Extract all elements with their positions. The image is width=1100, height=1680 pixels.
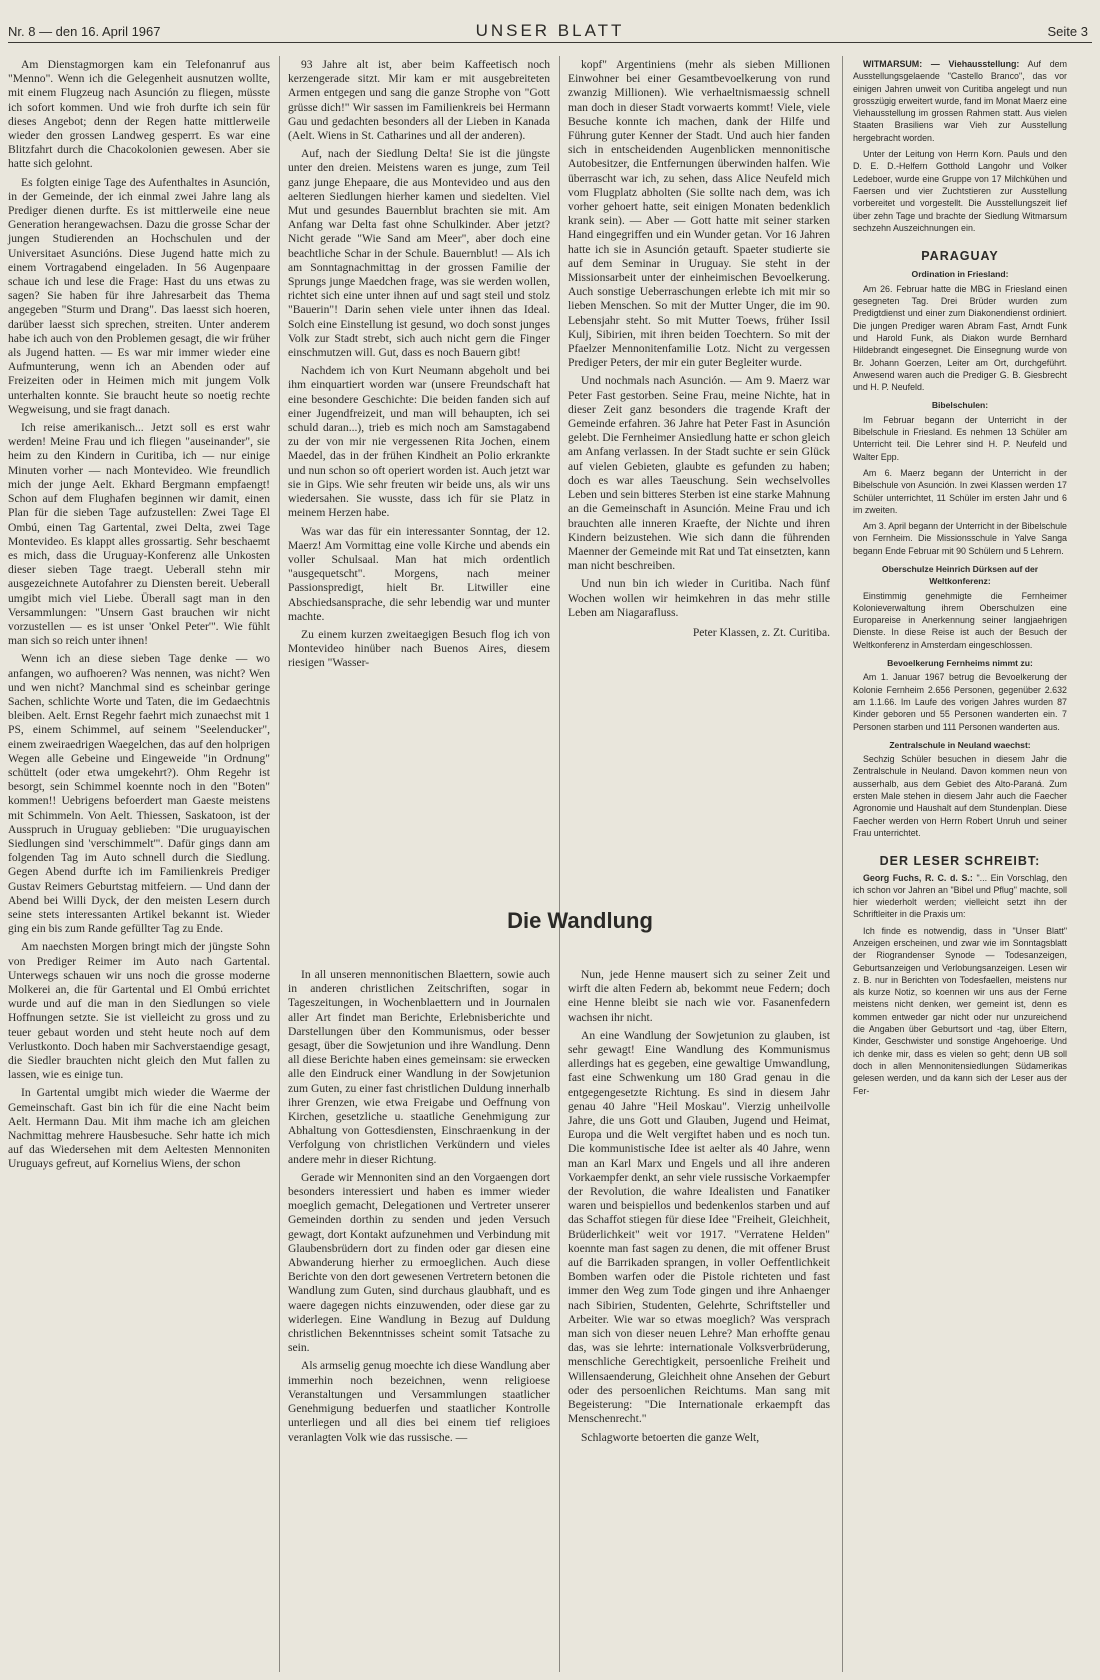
column-rule: [842, 56, 843, 1672]
paragraph: Als armselig genug moechte ich diese Wandlung aber immerhin noch bezeichnen, wenn religioese Veranstaltungen und Versammlungen staatlicher Genehmigung beduerfen und staatlicher Kontrolle unterliegen und all dies bei einem tief religioes veranlagten Volk wie das russische. —: [288, 1359, 551, 1444]
page-header: [8, 20, 1092, 43]
item-heading: Bibelschulen:: [931, 400, 989, 411]
column-rule: [559, 56, 560, 1672]
item-heading: Zentralschule in Neuland waechst:: [889, 739, 1031, 750]
column-rule: [279, 56, 280, 1672]
paragraph: Am 6. Maerz begann der Unterricht in der Bibelschule von Asunción. In zwei Klassen werden 17 Schüler unterrichtet, 11 Schüler im ersten Jahr und 6 im zweiten.: [853, 467, 1067, 515]
paragraph: In Gartental umgibt mich wieder die Waerme der Gemeinschaft. Gast bin ich für die eine Nacht beim Aelt. Hermann Dau. Mit ihm mache ich am gleichen Nachmittag mehrere Hausbesuche. Sehr hatte ich mich auf das Wiedersehen mit dem Aeltesten Mennoniten Uruguays gefreut, auf Kornelius Wiens, der schon: [8, 1086, 270, 1171]
masthead: UNSER BLATT: [475, 21, 625, 40]
item-heading: Ordination in Friesland:: [911, 269, 1009, 280]
section-title-paraguay: PARAGUAY: [921, 249, 999, 264]
paragraph: Im Februar begann der Unterricht in der Bibelschule in Friesland. Es nehmen 13 Schüler am Unterricht teil. Die Lehrer sind H. P. Neufeld und Walter Epp.: [853, 414, 1067, 462]
paragraph: Einstimmig genehmigte die Fernheimer Kolonieverwaltung ihrem Oberschulzen eine Europareise in Anerkennung seiner langjaehrigen Dienste. In diese Reise ist auch der Besuch der Weltkonferenz in Amsterdam eingeschlossen.: [853, 590, 1067, 650]
paragraph: Nachdem ich von Kurt Neumann abgeholt und bei ihm einquartiert worden war (unsere Freundschaft hat eine besondere Geschichte: Die beiden fanden sich auf einer Jugendfreizeit, und man will behaupten, ich sei schuld daran...), trieb es mich noch am Samstagabend zu der von mir nie vergessenen Rita Jochen, einem Maedel, das in der frühen Kindheit an Polio erkrankte und nun schon so oft operiert worden ist. Auch jetzt war sie in Gips. Wie sehr freuten wir beide uns, als wir uns wiedersahen. Sie wusste, dass ich für sie Platz in meinem Herzen habe.: [288, 364, 550, 520]
paragraph: Am 3. April begann der Unterricht in der Bibelschule von Fernheim. Die Missionsschule in Yalve Sanga begann Ende Februar mit 90 Schülern und 5 Lehrern.: [853, 521, 1067, 556]
paragraph: Ich reise amerikanisch... Jetzt soll es erst wahr werden! Meine Frau und ich fliegen "auseinander", sie heim zu den Kindern in Curitiba, ich — nur einige Minuten vorher — nach Montevideo. Wie freundlich mich der junge Aelt. Ekhard Bergmann empfaengt! Schon auf dem Flughafen beginnen wir damit, einen Plan für die sieben Tage aufzustellen: Zwei Tage El Ombú, einen Tag Gartental, zwei Delta, zwei Tage Montevideo. Es klappt alles grossartig. Sehr beschaemt es mich, dass die Uruguay-Konferenz alle Unkosten dieser sieben Tage traegt. Ueberall stehn mir ausgezeichnete Autofahrer zu Diensten bereit. Ueberall umgibt mich viel Liebe. Überall sagt man in den Versammlungen: "Unsern Gast brauchen wir nicht vorzustellen — es ist unser 'Onkel Peter'". Wie fühlt man sich so reich unter ihnen!: [8, 421, 270, 648]
item-heading: Georg Fuchs, R. C. d. S.:: [863, 872, 973, 883]
wandlung-column-2: [568, 968, 830, 1449]
paragraph: Wenn ich an diese sieben Tage denke — wo anfangen, wo aufhoeren? Was nennen, was nicht? Wen und wen nicht? Manchmal sind es scheinbar geringe Sachen, schlichte Worte und Taten, die im Gedaechtnis bleiben. Aelt. Ernst Regehr faehrt mich zunaechst mit 1 PS, einem Schimmel, auf seinem "Seelenducker", einem zweiraedrigen Waegelchen, das auf den holprigen Wegen alle Gebeine und Eingeweide "in Ordnung" schüttelt (oder etwa umgekehrt?). Ohm Regehr ist besorgt, sein Schimmel koennte noch in den "Boten" kommen!! Uebrigens befoerdert man Gaeste meistens mit Schimmeln. Von Aelt. Thiessen, Saskatoon, ist der Ausspruch in Uruguay geblieben: "Die uruguayischen Siedlungen sind 'verschimmelt'". Dafür gings dann am folgenden Tag im Auto schnell durch die Siedlung. Gegen Abend durfte ich im Familienkreis Prediger Gustav Reimers Geburtstag mitfeiern. — Und dann der Abend bei Willi Dyck, der den meisten Lesern durch seine stets interessanten Artikel bekannt ist. Wieder ging ein bis zum Rande gefüllter Tag zu Ende.: [8, 652, 270, 936]
article-column-3: [568, 58, 830, 644]
article-title-die-wandlung: Die Wandlung: [507, 908, 653, 933]
item-text: Auf dem Ausstellungsgelaende "Castello Branco", das vor einigen Jahren unweit von Curitiba angelegt und nun grosszügig erweitert wurde, fand im Monat Maerz eine Viehausstellung im grossen Rahmen statt. Aus vielen Staaten Brasiliens war Vieh zur Ausstellung hergebracht worden.: [853, 59, 1067, 143]
paragraph: Sechzig Schüler besuchen in diesem Jahr die Zentralschule in Neuland. Davon kommen neun von ausserhalb, aus dem Gebiet des Alto-Paraná. Zum ersten Male stehen in diesem Jahr auch die Faecher Agronomie und Haushalt auf dem Stundenplan. Diese Faecher werden von Herrn Robert Unruh und seiner Frau unterrichtet.: [853, 754, 1067, 838]
paragraph: Ich finde es notwendig, dass in "Unser Blatt" Anzeigen erscheinen, und zwar wie im Sonntagsblatt der Riograndenser Synode — Todesanzeigen, Geburtsanzeigen und Verlobungsanzeigen. Lesen wir z. B. nur in Berichten von Todesfaellen, meistens nur als kurze Notiz, so koennen wir uns aus der Ferne meistens nicht denken, wer gemeint ist, denn es kommen entweder gar nicht oder nur unzureichend die Angaben über Geburtsort und -tag, über Eltern, Kinder, Geschwister und sonstige Angehoerige. Und ich denke mir, dass es vielen so geht; denn UB soll doch in allen Mennonitensiedlungen Südamerikas gelesen werden, und da kann sich der Leser aus der Fer-: [853, 925, 1067, 1096]
article-column-1: [8, 58, 270, 1176]
paragraph: An eine Wandlung der Sowjetunion zu glauben, ist sehr gewagt! Eine Wandlung des Kommunismus allerdings hat es gegeben, eine gewaltige Umwandlung, fast eine Schwenkung um 180 Grad genau in die entgegengesetzte Richtung. Es sind in diesem Jahr genau 40 Jahre "Heil Moskau". Vierzig unheilvolle Jahre, die uns Gott und Glauben, Jugend und Heimat, Europa und die Welt vergiftet haben und es noch tun. Die kommunistische Idee ist aelter als 40 Jahre, wenn man an Karl Marx und Engels und all ihre anderen Vorkaempfer denkt, an sehr viele russische Vorkaempfer der Revolution, die wahre Idealisten und Fanatiker waren und beispiellos und bedenkenlos starben und auf das Schaffot stiegen für diese Idee "Freiheit, Gleichheit, Brüderlichkeit" weit vor 1917. "Verratene Helden" koennte man fast sagen zu denen, die mit offener Brust auf die Barrikaden sprangen, in voller Oeffentlichkeit Bomben warfen oder die Pistole richteten und fast immer den Weg zum Tode gingen und ihre Anhaenger nach Sibirien, Studenten, Gelehrte, Schriftsteller und Arbeiter. Wie war so etwas moeglich? Was versprach man sich von dieser neuen Lehre? Man erhoffte genau das, was sie lehrte: internationale Volksverbrüderung, menschliche Gerechtigkeit, persoenliche Freiheit und Willensaenderung, Gleichheit ohne Ansehen der Geburt oder des persoenlichen Reichtums. Man sang mit Begeisterung: "Die Internationale erkaempft das Menschenrecht.": [568, 1028, 830, 1426]
paragraph: Unter der Leitung von Herrn Korn. Pauls und den D. E. D.-Helfern Gotthold Langohr und Volker Ledeboer, wurde eine Gruppe von 17 Milchkühen und Faersen und vier Zuchtstieren zur Ausstellung vorbereitet und vorgestellt. Die Ausstellungszeit lief über zehn Tage und brachte der Siedlung Witmarsum sechzehn Auszeichnungen ein.: [853, 149, 1067, 233]
paragraph: Gerade wir Mennoniten sind an den Vorgaengen dort besonders interessiert und haben es immer wieder moeglich gemacht, Delegationen und Vertreter unserer Gemeinden dorthin zu senden und jeden Versuch gewagt, dort Kontakt aufzunehmen und Verbindung mit Glaubensbrüdern dort zu finden oder gar diesen eine Abwanderung hierher zu ermoeglichen. Auch diese Berichte von den dort gewesenen Vertretern betonen die Wandlung zum Guten, sind durchaus glaubhaft, und es waere dagegen nichts einzuwenden, oder diese gar zu widerlegen. Eine Wandlung in Bezug auf Duldung christlichen Bekenntnisses scheint somit Tatsache zu sein.: [288, 1170, 550, 1355]
paragraph: Schlagworte betoerten die ganze Welt,: [581, 1430, 760, 1444]
paragraph: Es folgten einige Tage des Aufenthaltes in Asunción, in der Gemeinde, der ich einmal zwei Jahre lang als Prediger dienen durfte. Es ist mittlerweile eine neue Generation herangewachsen. Dazu die grosse Schar der jungen Studierenden an Hochschulen und der Universitaet Asuncións. Diese Jugend hatte mich zu einem Vortragabend eingeladen. In 56 Augenpaare schaue ich und lese die Frage: Hast du uns etwas zu sagen? Sie haben für ihre Jahresarbeit das Thema angegeben "Sturm und Drang". Das laesst sich hoeren, darüber laesst sich sprechen, streiten. Unter anderem habe ich auch von den Problemen gesagt, die wir früher als Jugend hatten. — Es war mir immer wieder eine Aufmunterung, wenn ich an Abenden oder auf Freizeiten oder in Heimen mich mit jungem Volk unterhalten konnte. Sie braucht heute so noetig rechte Wegweisung, und sie fragt danach.: [8, 175, 270, 416]
paragraph: Und nochmals nach Asunción. — Am 9. Maerz war Peter Fast gestorben. Seine Frau, meine Nichte, hat in dieser Zeit ganz besonders die tragende Kraft der Gemeinde erfahren. 36 Jahre hat Peter Fast in Asunción gelebt. Die Fernheimer Ansiedlung hatte er schon gleich am Anfang verlassen. In der Stadt suchte er sein Glück auf vielen Gebieten, glaubte es gefunden zu haben; doch es war alles Taeuschung. Sein wechselvolles Leben und sein bitteres Sterben ist eine starke Mahnung an die Gemeinschaft in Asunción. Meine Frau und ich brauchten alle inneren Kraefte, der Nichte und ihren Kindern beizustehen. Wie sich dann die führenden Maenner der Gemeinde mit Rat und Tat einsetzten, kann man nicht beschreiben.: [568, 374, 831, 573]
paragraph: Auf, nach der Siedlung Delta! Sie ist die jüngste unter den dreien. Meistens waren es junge, zum Teil ganz junge Ehepaare, die aus Montevideo und aus den aelteren Siedlungen hierher kamen und siedelten. Viel Mut und gesundes Bauernblut brachten sie mit. Am Anfang war Delta fast ohne Schulkinder. Aber jetzt? Nicht gerade "Wie Sand am Meer", aber doch eine beachtliche Schar in der Schule. Bauernblut! — Als ich am Sonntagnachmittag in der grossen Familie der Sprungs junge Maedchen frage, was sie werden wollen, richtet sich eine unter ihnen auf und sagt steil und stolz "Bauerin"! Darin sehen viele unter ihnen das Ideal. Solch eine Einstellung ist gesund, wo doch sonst junges Volk zur Stadt strebt, sich auch nicht gern die Finger einschmutzen will. Gut, dass es noch Bauern gibt!: [288, 147, 550, 360]
page-number: Seite 3: [1047, 24, 1088, 39]
paragraph: In all unseren mennonitischen Blaettern, sowie auch in anderen christlichen Zeitschriften, sogar in Tageszeitungen, in Wochenblaettern und in Journalen aller Art findet man Berichte, Erlebnisberichte und Darstellungen über den Kommunismus, oder besser gesagt, über die Sowjetunion und ihre Wandlung. Denn all diese Berichte haben eines gemeinsam: sie erwecken alle den Eindruck einer Wandlung in der Sowjetunion zum Guten, zu einer fast christlichen Duldung innerhalb ihrer Grenzen, wie etwa Freigabe und Oeffnung von Kirchen, gesetzliche u. staatliche Genehmigung zur Abhaltung von Gottesdiensten, Einschraenkung in der Verfolgung von christlichen Verkündern und vieles andere mehr in dieser Richtung.: [288, 968, 550, 1166]
issue-date: Nr. 8 — den 16. April 1967: [8, 24, 161, 39]
paragraph: Und nun bin ich wieder in Curitiba. Nach fünf Wochen wollen wir heimkehren in das mehr stille Leben am Niagarafluss.: [568, 577, 830, 619]
paragraph: Am naechsten Morgen bringt mich der jüngste Sohn von Prediger Reimer im Auto nach Gartental. Unterwegs schauen wir uns noch die grosse moderne Molkerei an, die für Gartental und El Ombú errichtet wurde und auf die man in den Siedlungen so viele Hoffnungen setzte. Sie ist vielleicht zu gross und zu teuer gebaut worden und steht heute noch auf dem Verlustkonto. Doch haben mir Sachverstaendige gesagt, die Siedler brauchten nicht gleich den Mut fallen zu lassen, wie es einige tun.: [8, 940, 270, 1082]
news-item-witmarsum: [853, 58, 1067, 144]
section-title-leser-schreibt: DER LESER SCHREIBT:: [879, 854, 1041, 869]
item-heading: Oberschulze Heinrich Dürksen auf der Weltkonferenz:: [881, 563, 1039, 587]
news-column: [853, 58, 1067, 1101]
author-signature: Peter Klassen, z. Zt. Curitiba.: [692, 625, 830, 639]
letter-item: [853, 872, 1067, 921]
wandlung-column-1: [288, 968, 550, 1449]
item-text: "... Ein Vorschlag, den ich schon vor Jahren an "Bibel und Pflug" machte, soll hier wiederholt werden; vielleicht setzt ihn der Schriftleiter in die Praxis um:: [853, 872, 1068, 920]
paragraph: Am 1. Januar 1967 betrug die Bevoelkerung der Kolonie Fernheim 2.656 Personen, gegenüber 2.632 am 1.1.66. Im Laufe des vorigen Jahres wurden 87 Kinder geboren und 55 Personen wanderten ein. 7 Personen starben und 111 Personen wanderten aus.: [853, 672, 1067, 732]
paragraph: 93 Jahre alt ist, aber beim Kaffeetisch noch kerzengerade sitzt. Mir kam er mit ausgebreiteten Armen entgegen und sang die ganze Strophe von "Gott grüsse dich!" Wir sassen im Familienkreis bei Hermann Gau und gedachten besonders all der Lieben in Kanada (Aelt. Wiens in St. Catharines und all der anderen).: [288, 58, 550, 143]
paragraph: Nun, jede Henne mausert sich zu seiner Zeit und wirft die alten Federn ab, bekommt neue Federn; doch eine Henne bleibt sie nach wie vor. Fasanenfedern wachsen ihr nicht.: [568, 968, 830, 1024]
paragraph: Was war das für ein interessanter Sonntag, der 12. Maerz! Am Vormittag eine volle Kirche und abends ein voller Schulsaal. Man hat mich ordentlich "ausgequetscht". Morgens, nach meiner Passionspredigt, hielt Br. Litwiller eine Abschiedsansprache, die sehr lebendig war und munter machte.: [288, 524, 550, 623]
paragraph: Am Dienstagmorgen kam ein Telefonanruf aus "Menno". Wenn ich die Gelegenheit ausnutzen wollte, mit einem Flugzeug nach Asunción zu fliegen, müsste ich sofort kommen. Und wie froh durfte ich sein für dieses Angebot; denn der Regen hatte mittlerweile wieder den grossen Landweg gesperrt. Es war eine Blitzfahrt durch die Chacokolonien gewesen. Aber sie hatte sich gelohnt.: [8, 58, 270, 171]
article-column-2: [288, 58, 550, 675]
paragraph: Zu einem kurzen zweitaegigen Besuch flog ich von Montevideo hinüber nach Buenos Aires, diesem riesigen "Wasser-: [288, 627, 550, 670]
item-heading: WITMARSUM: — Viehausstellung:: [863, 59, 1020, 69]
item-heading: Bevoelkerung Fernheims nimmt zu:: [887, 658, 1033, 669]
paragraph: Am 26. Februar hatte die MBG in Friesland einen gesegneten Tag. Drei Brüder wurden zum Predigtdienst und einer zum Diakonendienst ordiniert. Die jungen Prediger waren Abram Fast, Arndt Funk und Harold Funk, als Diakon wurde Bernhard Hildebrandt eingesegnet. Die Einsegnung wurde von Br. Johann Goerzen, Leiter am Ort, durchgeführt. Anwesend waren auch die Prediger G. B. Giesbrecht und H. P. Neufeld.: [853, 283, 1067, 393]
paragraph: kopf" Argentiniens (mehr als sieben Millionen Einwohner bei einer Gesamtbevoelkerung von rund zwanzig Millionen). Wie verhaeltnismaessig schnell man doch in dieser Stadt vorwaerts kommt! Viele, viele Besuche konnte ich machen, dank der Hilfe und Führung guter Kenner der Stadt. Und auch hier fanden sich in entscheidenden Augenblicken mennonitische Autobesitzer, die Entfernungen überwinden halfen. Wie überrascht war ich, zu sehen, dass Alice Neufeld mich vom Flugplatz abholten (Sie sollte nach dem, was ich vorher gehoert hatte, seit einigen Monaten bedenklich krank sein). — Aber — Gott hatte mit seiner starken Hand eingegriffen und ein Wunder getan. Vor 16 Jahren hatte ich sie in Asunción getauft. Spaeter studierte sie auf dem Seminar in Uruguay. Sie steht in der Missionsarbeit unter der einheimischen Bevoelkerung. Auch sonstige Ueberraschungen erlebte ich mit mir so lieben Menschen. So mit der Mutter Unger, die im 90. Lebensjahr steht. So mit Mutter Toews, früher Issil Kulj, Sibirien, mit ihren beiden Toechtern. So mit der Pfaelzer Mennonitenfamilie Lotz. Nicht zu vergessen Prediger Peters, der mir ein guter Begleiter wurde.: [568, 58, 830, 370]
